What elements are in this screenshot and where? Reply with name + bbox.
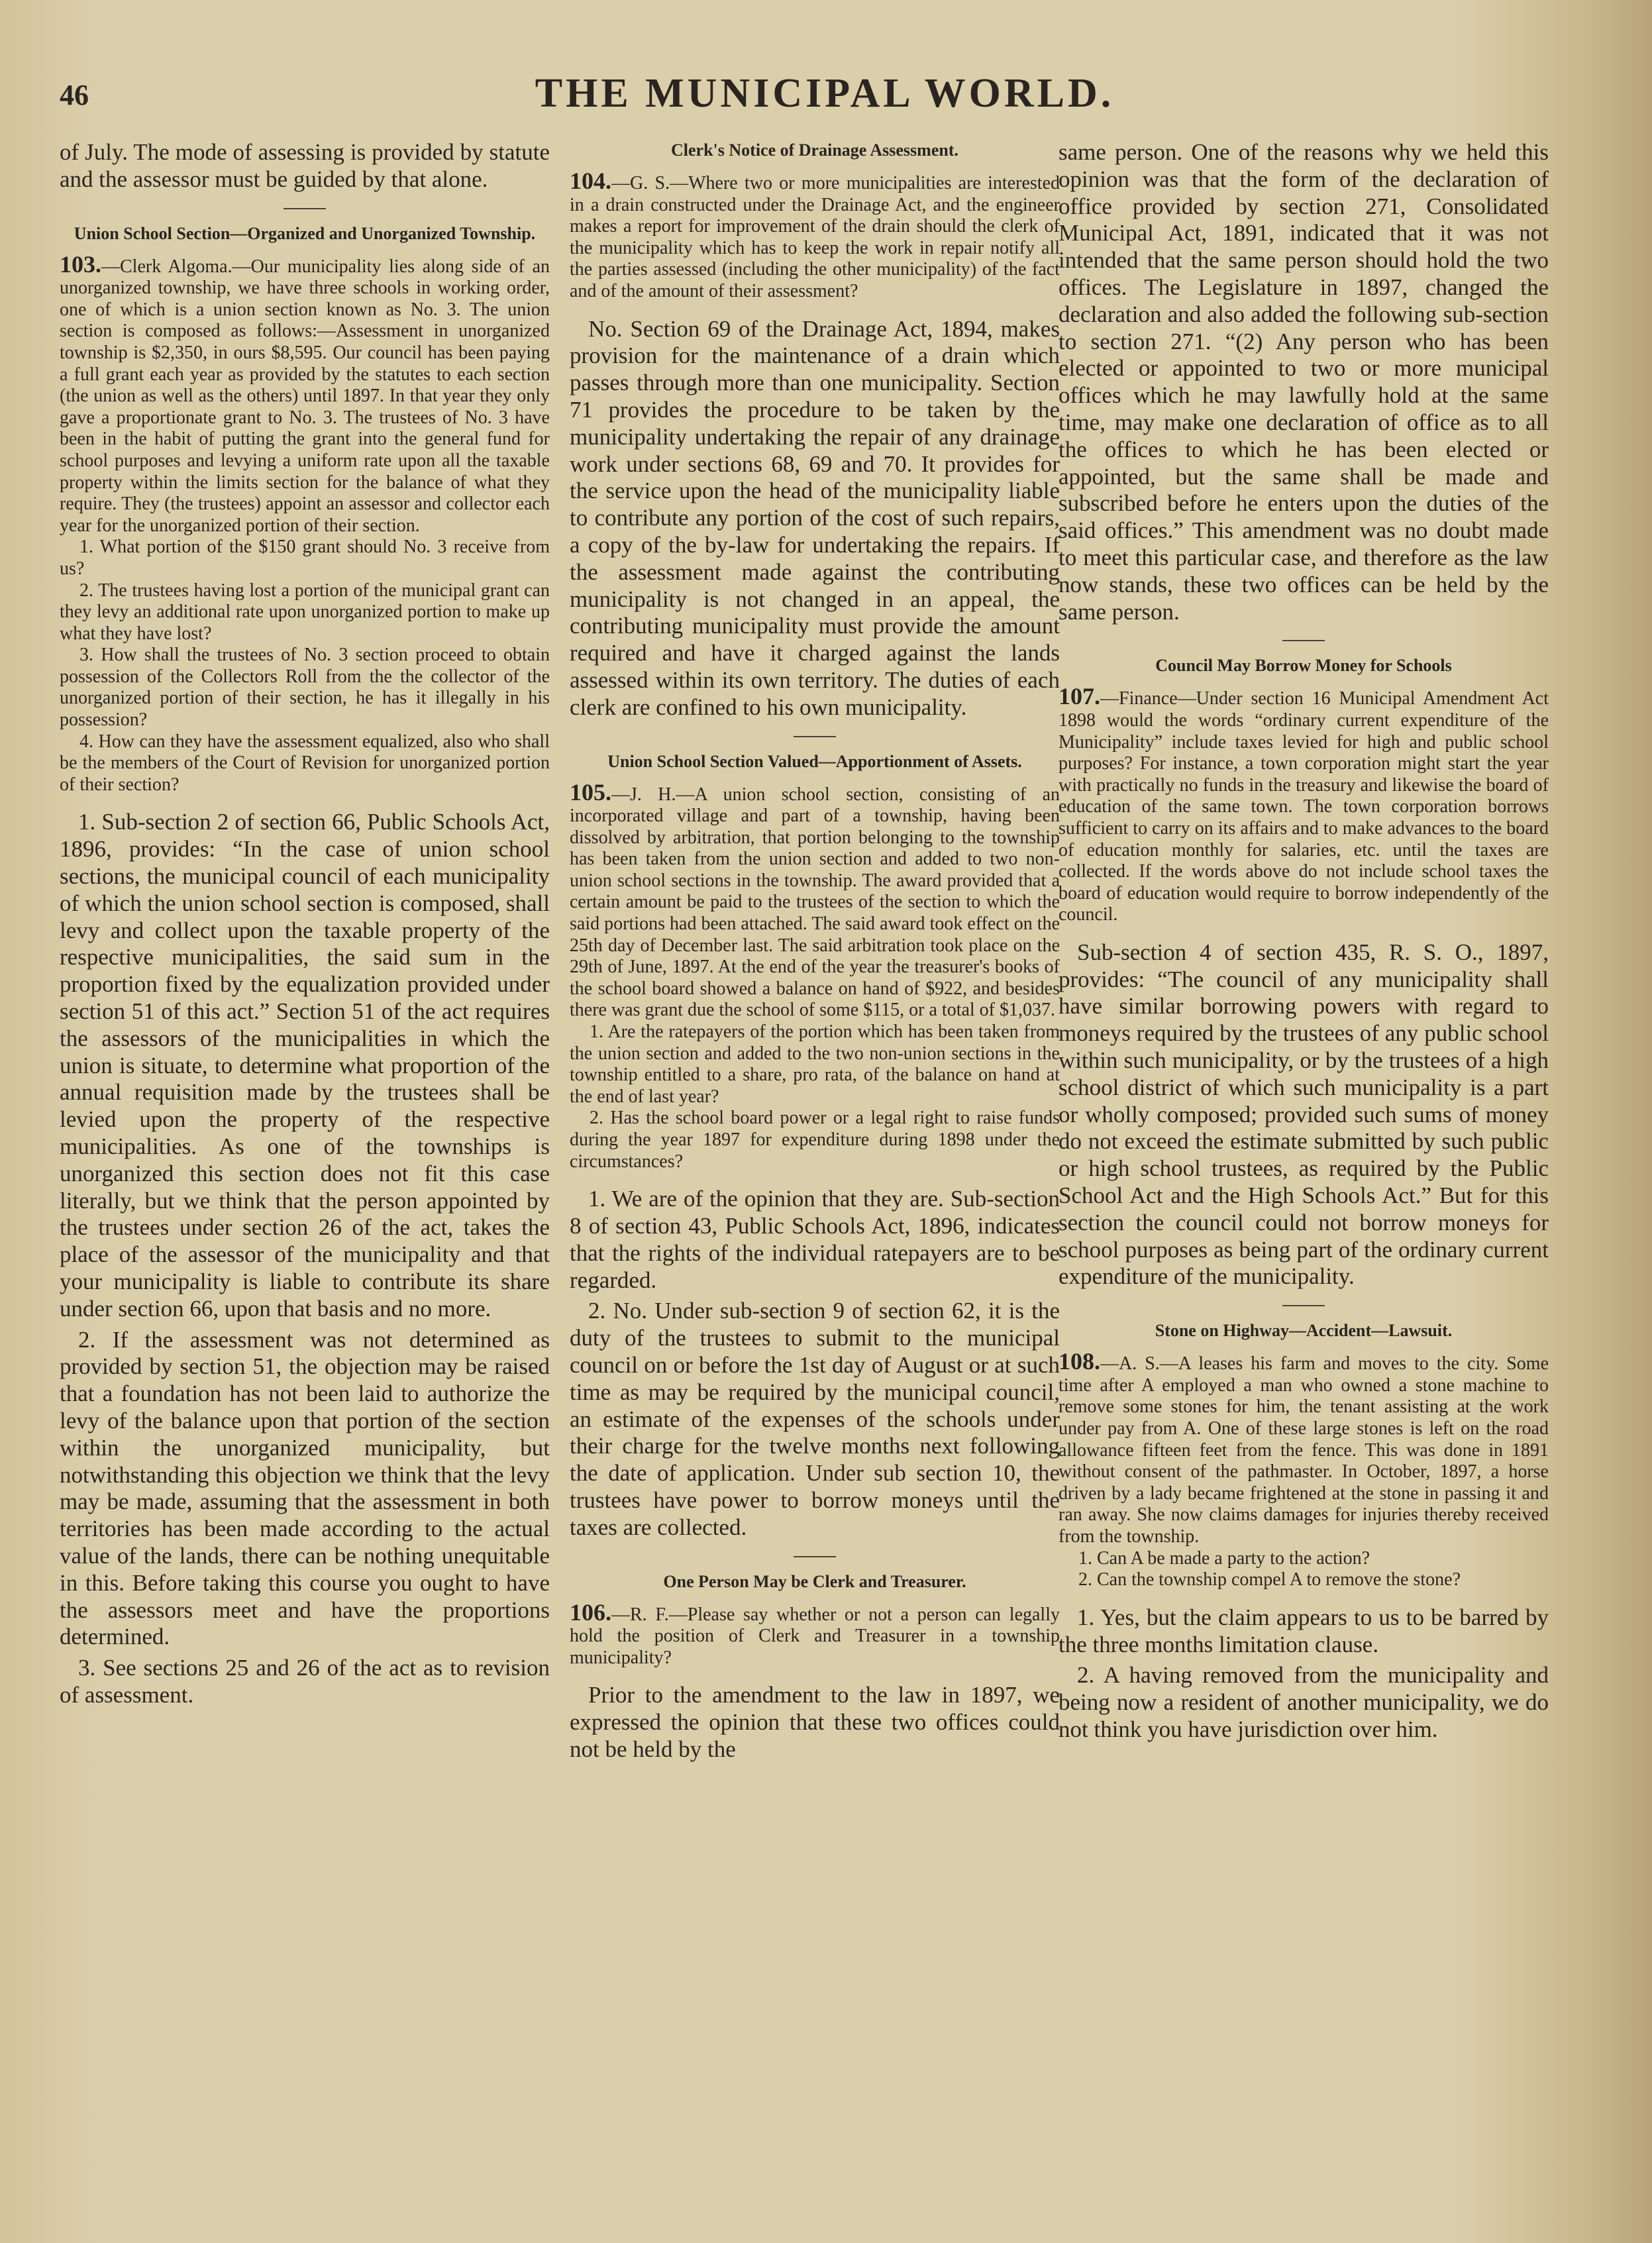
query-104: [570, 170, 1060, 303]
divider: [794, 1556, 836, 1557]
answer-105-2: 2. No. Under sub-section 9 of section 62, it is the duty of the trustees to submit to the municipal council on or before the 1st day of August or at such time as may be required by the municipal council, an estimate of the expenses of the schools under their charge for the twelve months next following the date of application. Under sub section 10, the trustees have power to borrow moneys until the taxes are collected.: [570, 1298, 1060, 1540]
answer-107: Sub-section 4 of section 435, R. S. O., 1897, provides: “The council of any municipality shall have similar borrowing powers with regard to moneys required by the trustees of any public school within such municipality, or by the trustees of a high school district of which such municipality is a part or wholly composed; provided such sums of money do not exceed the estimate submitted by such public or high school trustees, as required by the Public School Act and the High Schools Act.” But for this section the council could not borrow moneys for school purposes as being part of the ordinary current expenditure of the municipality.: [1058, 939, 1549, 1290]
answer-108-2: 2. A having removed from the municipality and being now a resident of another municipality, we do not think you have jurisdiction over him.: [1058, 1662, 1549, 1742]
query-text-108: —A. S.—A leases his farm and moves to the city. Some time after A employed a man who owned a stone machine to remove some stones for him, the tenant assisting at the work under pay from A. One of these large stones is left on the road allowance fifteen feet from the fence. This was done in 1891 without consent of the pathmaster. In October, 1897, a horse driven by a lady became frightened at the stone in passing it and ran away. She now claims damages for injuries thereby received from the township.: [1058, 1353, 1549, 1547]
query-106: [570, 1598, 1060, 1669]
section-title-103: Union School Section—Organized and Unorganized Township.: [74, 223, 536, 243]
query-108: [1058, 1348, 1549, 1547]
query-number-107: 107.: [1058, 683, 1100, 710]
column-2: [570, 139, 1060, 2179]
answer-105-1: 1. We are of the opinion that they are. Sub-section 8 of section 43, Public Schools Act, 1896, indicates that the rights of the individual ratepayers are to be regarded.: [570, 1186, 1060, 1293]
divider: [1282, 640, 1325, 641]
intro-paragraph: of July. The mode of assessing is provided by statute and the assessor must be guided by that alone.: [60, 139, 550, 192]
masthead-title: THE MUNICIPAL WORLD.: [535, 71, 1115, 116]
query-108-item-1: 1. Can A be made a party to the action?: [1078, 1547, 1370, 1569]
section-title-104: Clerk's Notice of Drainage Assessment.: [671, 140, 958, 160]
query-105-item-1: 1. Are the ratepayers of the portion which has been taken from the union section and added to the two non-union sections in the township entitled to a share, pro rata, of the balance on hand at the end of last year?: [570, 1021, 1060, 1107]
query-103-item-2: 2. The trustees having lost a portion of the municipal grant can they levy an additional rate upon unorganized portion to make up what they have lost?: [60, 580, 550, 644]
answer-103-2: 2. If the assessment was not determined as provided by section 51, the objection may be raised that a foundation has not been laid to authorize the levy of the balance upon that portion of the section within the unorganized municipality, but notwithstanding this objection we think that the levy may be made, assuming that the assessment in both territories has been made according to the actual value of the lands, there can be nothing unequitable in this. Before taking this course you ought to have the assessors meet and have the proportions determined.: [60, 1326, 550, 1650]
query-107: [1058, 683, 1549, 926]
query-105-item-2: 2. Has the school board power or a legal right to raise funds during the year 1897 for expenditure during 1898 under the circumstances?: [570, 1108, 1060, 1172]
query-103-item-4: 4. How can they have the assessment equalized, also who shall be the members of the Court of Revision for unorganized portion of their section?: [60, 731, 550, 795]
column-1: [60, 139, 550, 2179]
answer-106: Prior to the amendment to the law in 1897, we expressed the opinion that these two offices could not be held by the: [570, 1682, 1060, 1762]
query-105: [570, 778, 1060, 1022]
column-3: [1058, 139, 1549, 2179]
query-text-104: —G. S.—Where two or more municipalities are interested in a drain constructed under the Drainage Act, and the engineer makes a report for improvement of the drain should the clerk of the municipality which has to keep the work in repair notify all the parties assessed (including the other municipality) of the fact and of the amount of their assessment?: [570, 173, 1060, 301]
query-number-106: 106.: [570, 1598, 611, 1626]
section-title-108: Stone on Highway—Accident—Lawsuit.: [1155, 1321, 1453, 1341]
divider: [284, 208, 326, 209]
query-text-105: —J. H.—A union school section, consisting of an incorporated village and part of a township, having been dissolved by arbitration, that portion belonging to the township has been taken from the union section and added to two non-union school sections in the township. The award provided that a certain amount be paid to the trustees of the section to which the said portions had been attached. The said award took effect on the 25th day of December last. The said arbitration took place on the 29th of June, 1897. At the end of the year the treasurer's books of the school board showed a balance on hand of $922, and besides there was grant due the school of some $115, or a total of $1,037.: [570, 784, 1060, 1021]
query-text-106: —R. F.—Please say whether or not a person can legally hold the position of Clerk and Treasurer in a township municipality?: [570, 1604, 1060, 1668]
query-text-107: —Finance—Under section 16 Municipal Amendment Act 1898 would the words “ordinary current expenditure of the Municipality” include taxes levied for high and public school purposes? For instance, a town corporation might start the year with practically no funds in the treasury and likewise the board of education of the same town. The town corporation borrows sufficient to carry on its affairs and to make advances to the board of education monthly for salaries, etc. until the taxes are collected. If the words above do not include school taxes the board of education would require to borrow independently of the council.: [1058, 688, 1549, 925]
query-number-105: 105.: [570, 778, 611, 806]
query-number-103: 103.: [60, 250, 101, 278]
query-103: [60, 250, 550, 537]
section-title-105: Union School Section Valued—Apportionment of Assets.: [607, 751, 1022, 771]
divider: [1282, 1305, 1325, 1306]
answer-103-1: 1. Sub-section 2 of section 66, Public Schools Act, 1896, provides: “In the case of union school sections, the municipal council of each municipality of which the union school section is composed, shall levy and collect upon the taxable property of the respective municipalities, the said sum in the proportion fixed by the equalization provided under section 51 of this act.” Section 51 of the act requires the assessors of the municipalities in which the union is situate, to determine what proportion of the annual requisition made by the trustees shall be levied upon the property of the respective municipalities. As one of the townships is unorganized this section does not fit this case literally, but we think that the person appointed by the trustees under section 26 of the act, takes the place of the assessor of the municipality and that your municipality is liable to contribute its share under section 66, upon that basis and no more.: [60, 809, 550, 1322]
query-103-item-3: 3. How shall the trustees of No. 3 section proceed to obtain possession of the Collectors Roll from the the collector of the unorganized portion of their section, he has it illegally in his possession?: [60, 645, 550, 731]
answer-108-1: 1. Yes, but the claim appears to us to be barred by the three months limitation clause.: [1058, 1604, 1549, 1657]
page-header: [53, 66, 1596, 126]
answer-106-continued: same person. One of the reasons why we held this opinion was that the form of the declaration of office provided by section 271, Consolidated Municipal Act, 1891, indicated that it was not intended that the same person should hold the two offices. The Legislature in 1897, changed the declaration and also added the following sub-section to section 271. “(2) Any person who has been elected or appointed to two or more municipal offices which he may lawfully hold at the same time, may make one declaration of office as to all the offices to which he has been elected or appointed, but the same shall be made and subscribed before he enters upon the duties of the said offices.” This amendment was no doubt made to meet this particular case, and therefore as the law now stands, these two offices can be held by the same person.: [1058, 139, 1549, 625]
answer-103-3: 3. See sections 25 and 26 of the act as to revision of assessment.: [60, 1655, 550, 1708]
divider: [794, 736, 836, 737]
query-108-item-2: 2. Can the township compel A to remove the stone?: [1078, 1569, 1461, 1591]
section-title-106: One Person May be Clerk and Treasurer.: [663, 1571, 966, 1591]
query-103-item-1: 1. What portion of the $150 grant should No. 3 receive from us?: [60, 537, 550, 579]
answer-104: No. Section 69 of the Drainage Act, 1894, makes provision for the maintenance of a drain which passes through more than one municipality. Section 71 provides the procedure to be taken by the municipality undertaking the repair of any drainage work under sections 68, 69 and 70. It provides for the service upon the head of the municipality liable to contribute any portion of the cost of such repairs, a copy of the by-law for undertaking the repairs. If the assessment made against the contributing municipality is not changed in an appeal, the contributing municipality must provide the amount required and have it charged against the lands assessed within its own territory. The duties of each clerk are confined to his own municipality.: [570, 315, 1060, 720]
section-title-107: Council May Borrow Money for Schools: [1155, 656, 1452, 676]
query-number-108: 108.: [1058, 1348, 1100, 1375]
page-number: 46: [60, 79, 89, 111]
query-number-104: 104.: [570, 168, 611, 194]
query-text-103: —Clerk Algoma.—Our municipality lies along side of an unorganized township, we have three schools in working order, one of which is a union section known as No. 3. The union section is composed as follows:—Assessment in unorganized township is $2,350, in ours $8,595. Our council has been paying a full grant each year as provided by the statutes to each section (the union as well as the others) until 1897. In that year they only gave a proportionate grant to No. 3. The trustees of No. 3 have been in the habit of putting the grant into the general fund for school purposes and levying a uniform rate upon all the taxable property within the limits section for the balance of what they require. They (the trustees) appoint an assessor and collector each year for the unorganized portion of their section.: [60, 256, 550, 536]
